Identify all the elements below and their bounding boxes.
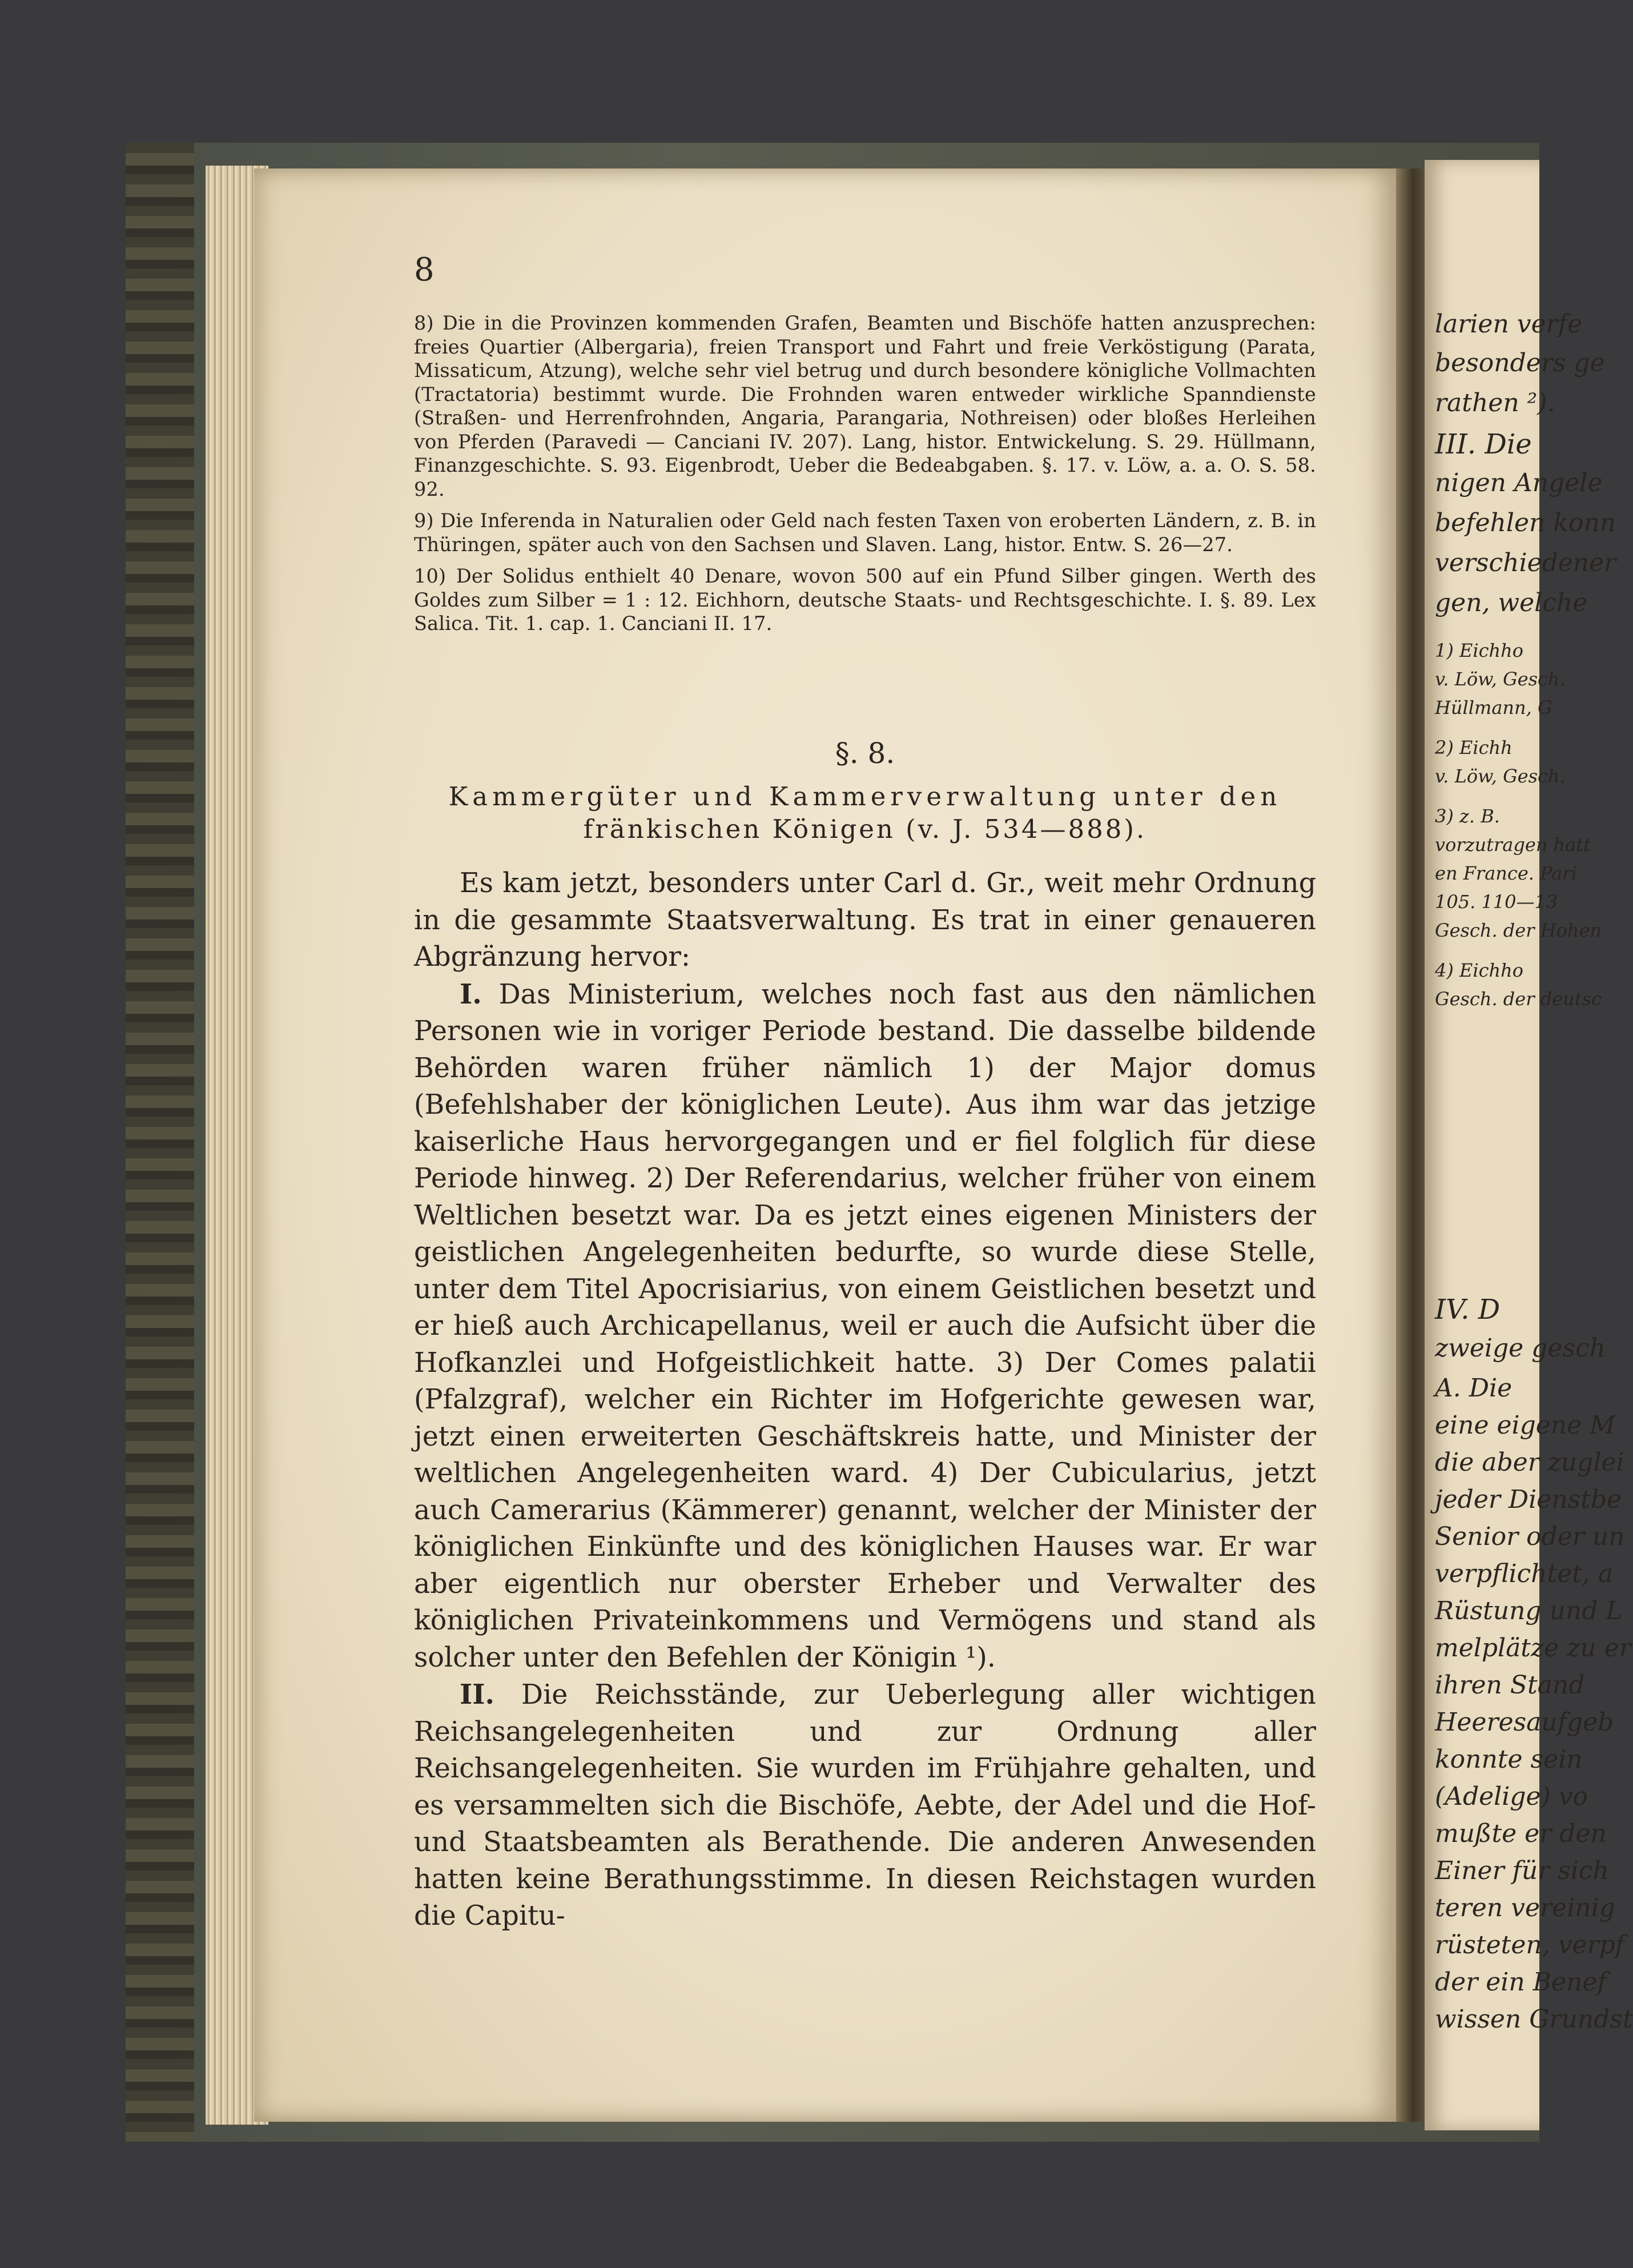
- facing-line: 105. 110—13: [1435, 891, 1558, 913]
- facing-line: Hüllmann, G: [1435, 697, 1552, 718]
- section-subtitle: fränkischen Königen (v. J. 534—888).: [583, 814, 1147, 844]
- facing-line: besonders ge: [1435, 348, 1605, 378]
- facing-line: IV. D: [1435, 1294, 1501, 1326]
- facing-line: verpflichtet, a: [1435, 1559, 1614, 1588]
- facing-line: Senior oder un: [1435, 1522, 1625, 1551]
- facing-line: wissen Grundst: [1435, 2005, 1633, 2034]
- facing-line: mußte er den: [1435, 1819, 1607, 1848]
- facing-line: A. Die: [1435, 1374, 1513, 1403]
- facing-line: larien verfe: [1435, 310, 1583, 339]
- section-title: Kammergüter und Kammerverwaltung unter den: [448, 781, 1282, 812]
- facing-line: teren vereinig: [1435, 1893, 1615, 1922]
- paragraph-text: Das Ministerium, welches noch fast aus den nämlichen Personen wie in voriger Periode bestand. Die dasselbe bildende Behörden waren früher nämlich 1) der Major domus (Befehlshaber der königlichen Leute). Aus ihm war das jetzige kaiserliche Haus hervorgegangen und er fiel folglich für diese Periode hinweg. 2) Der Referendarius, welcher früher von einem Weltlichen besetzt war. Da es jetzt eines eigenen Ministers der geistlichen Angelegenheiten bedurfte, so wurde diese Stelle, unter dem Titel Apocrisiarius, von einem Geistlichen besetzt und er hieß auch Archicapellanus, weil er auch die Aufsicht über die Hofkanzlei und Hofgeistlichkeit hatte. 3) Der Comes palatii (Pfalzgraf), welcher ein Richter im Hofgerichte gewesen war, jetzt einen erweiterten Geschäftskreis hatte, und Minister der weltlichen Angelegenheiten ward. 4) Der Cubicularius, jetzt auch Camerarius (Kämmerer) genannt, welcher der Minister der königlichen Einkünfte und des königlichen Hauses war. Er war aber eigentlich nur oberster Erheber und Verwalter des königlichen Privateinkommens und Vermögens und stand als solcher unter den Befehlen der Königin ¹).: [414, 978, 1316, 1673]
- footnote-8: 8) Die in die Provinzen kommenden Grafen, Beamten und Bischöfe hatten anzusprechen: freies Quartier (Albergaria), freien Transport und Fahrt und freie Verköstigung (Parata, Missaticum, Atzung), welche sehr viel betrug und durch besondere königliche Vollmachten (Tractatoria) bestimmt wurde. Die Frohnden waren entweder wirkliche Spanndienste (Straßen- und Herrenfrohnden, Angaria, Parangaria, Nothreisen) oder bloßes Herleihen von Pferden (Paravedi — Canciani IV. 207). Lang, histor. Entwickelung. S. 29. Hüllmann, Finanzgeschichte. S. 93. Eigenbrodt, Ueber die Bedeabgaben. §. 17. v. Löw, a. a. O. S. 58. 92.: [414, 312, 1316, 500]
- footnotes: [414, 311, 1316, 636]
- paragraph-ministerium: [414, 976, 1316, 1677]
- facing-line: Rüstung und L: [1435, 1596, 1623, 1625]
- facing-line: der ein Benef: [1435, 1968, 1607, 1997]
- section-number: §. 8.: [835, 737, 895, 770]
- facing-line: jeder Dienstbe: [1435, 1485, 1622, 1514]
- book-gutter: [1396, 168, 1425, 2122]
- facing-line: (Adelige) vo: [1435, 1782, 1588, 1811]
- facing-line: ihren Stand: [1435, 1671, 1585, 1700]
- paragraph-intro: Es kam jetzt, besonders unter Carl d. Gr., weit mehr Ordnung in die gesammte Staatsverwaltung. Es trat in einer genaueren Abgränzung hervor:: [414, 868, 1316, 973]
- facing-line: 4) Eichho: [1435, 960, 1524, 981]
- facing-line: eine eigene M: [1435, 1411, 1616, 1440]
- facing-line: Gesch. der deutsc: [1435, 988, 1602, 1010]
- paragraph-text: Die Reichsstände, zur Ueberlegung aller wichtigen Reichsangelegenheiten und zur Ordnung aller Reichsangelegenheiten. Sie wurden im Frühjahre gehalten, und es versammelten sich die Bischöfe, Aebte, der Adel und die Hof- und Staatsbeamten als Berathende. Die anderen Anwesenden hatten keine Berathungsstimme. In diesen Reichstagen wurden die Capitu-: [414, 1679, 1316, 1932]
- book-spine: [126, 143, 194, 2142]
- facing-page: [1425, 160, 1633, 2130]
- facing-line: befehlen konn: [1435, 508, 1616, 537]
- facing-line: 1) Eichho: [1435, 640, 1524, 661]
- facing-line: en France. Pari: [1435, 862, 1577, 884]
- facing-line: vorzutragen hatt: [1435, 834, 1591, 856]
- section-heading: [414, 737, 1316, 845]
- facing-line: Einer für sich: [1435, 1856, 1609, 1885]
- facing-line: III. Die: [1435, 428, 1532, 460]
- facing-line: rüsteten, verpf: [1435, 1930, 1625, 1960]
- facing-line: Gesch. der Hohen: [1435, 920, 1602, 941]
- facing-line: v. Löw, Gesch.: [1435, 668, 1566, 690]
- paragraph-reichsstaende: [414, 1676, 1316, 1935]
- paragraph-number: I.: [460, 978, 482, 1010]
- facing-line: gen, welche: [1435, 588, 1588, 617]
- facing-line: zweige gesch: [1435, 1334, 1606, 1363]
- facing-line: 3) z. B.: [1435, 805, 1500, 827]
- facing-line: rathen ²).: [1435, 388, 1555, 418]
- facing-line: melplätze zu er: [1435, 1633, 1631, 1663]
- paragraph-number: II.: [460, 1679, 494, 1711]
- facing-line: nigen Angele: [1435, 468, 1603, 497]
- facing-line: 2) Eichh: [1435, 737, 1513, 758]
- facing-line: v. Löw, Gesch.: [1435, 765, 1566, 787]
- facing-line: konnte sein: [1435, 1745, 1583, 1774]
- main-text: [414, 865, 1316, 1935]
- facing-line: verschiedener: [1435, 548, 1616, 577]
- page-number: 8: [414, 251, 435, 288]
- facing-line: Heeresaufgeb: [1435, 1708, 1614, 1737]
- footnote-9: 9) Die Inferenda in Naturalien oder Geld nach festen Taxen von eroberten Ländern, z. B. in Thüringen, später auch von den Sachsen und Slaven. Lang, histor. Entw. S. 26—27.: [414, 509, 1316, 556]
- facing-line: die aber zuglei: [1435, 1448, 1624, 1477]
- footnote-10: 10) Der Solidus enthielt 40 Denare, wovon 500 auf ein Pfund Silber gingen. Werth des Goldes zum Silber = 1 : 12. Eichhorn, deutsche Staats- und Rechtsgeschichte. I. §. 89. Lex Salica. Tit. 1. cap. 1. Canciani II. 17.: [414, 565, 1316, 635]
